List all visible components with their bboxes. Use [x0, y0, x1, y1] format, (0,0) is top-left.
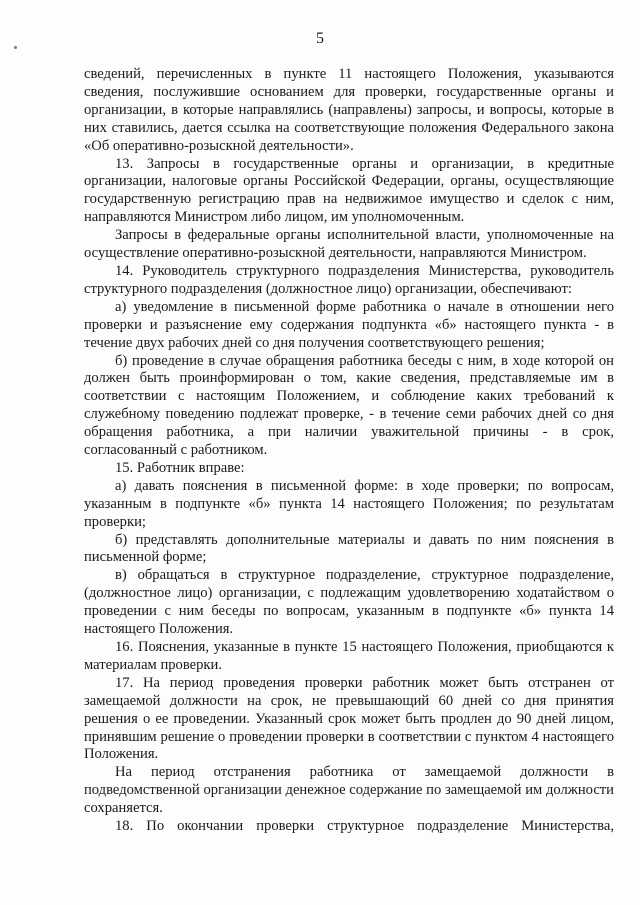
paragraph-continuation: сведений, перечисленных в пункте 11 настоящего Положения, указываются сведения, послужившие основанием для проверки, государственные органы и организации, в которые направлялись (направлены) запросы, и вопросы, которые в них ставились, дается ссылка на соответствующие положения Федерального закона «Об оперативно-розыскной деятельности».: [84, 66, 614, 154]
paragraph-15-a: а) давать пояснения в письменной форме: в ходе проверки; по вопросам, указанным в подпункте «б» пункта 14 настоящего Положения; по результатам проверки;: [84, 477, 614, 530]
paragraph-15-b: б) представлять дополнительные материалы и давать по ним пояснения в письменной форме;: [84, 531, 614, 566]
paragraph-17: 17. На период проведения проверки работник может быть отстранен от замещаемой должности на срок, не превышающий 60 дней со дня принятия решения о ее проведении. Указанный срок может быть продлен до 90 дней лицом, принявшим решение о проведении проверки в соответствии с пунктом 4 настоящего Положения.: [84, 674, 614, 763]
paragraph-18: 18. По окончании проверки структурное подразделение Министерства,: [115, 818, 614, 835]
paragraph-15-c: в) обращаться в структурное подразделение, структурное подразделение, (должностное лицо) организации, с подлежащим удовлетворению ходатайством о проведении с ним беседы по вопросам, указанным в подпункте «б» пункта 14 настоящего Положения.: [84, 567, 614, 638]
paragraph-13: 13. Запросы в государственные органы и организации, в кредитные организации, налоговые органы Российской Федерации, органы, осуществляющие государственную регистрацию прав на недвижимое имущество и сделок с ним, направляются Министром либо лицом, им уполномоченным.: [84, 155, 614, 226]
paragraph-14-a: а) уведомление в письменной форме работника о начале в отношении него проверки и разъяснение ему содержания подпункта «б» настоящего пункта - в течение двух рабочих дней со дня получения соответствующего решения;: [84, 298, 614, 351]
paragraph-14-b: б) проведение в случае обращения работника беседы с ним, в ходе которой он должен быть проинформирован о том, какие сведения, представляемые им в соответствии с настоящим Положением, и соблюдение каких требований к служебному поведению подлежат проверке, - в течение семи рабочих дней со дня обращения работника, а при наличии уважительной причины - в срок, согласованный с работником.: [84, 352, 614, 459]
paragraph-15: 15. Работник вправе:: [115, 459, 245, 476]
paragraph-14: 14. Руководитель структурного подразделения Министерства, руководитель структурного подразделения (должностное лицо) организации, обеспечивают:: [84, 262, 614, 297]
document-body: [84, 66, 614, 836]
paragraph-16: 16. Пояснения, указанные в пункте 15 настоящего Положения, приобщаются к материалам проверки.: [84, 639, 614, 673]
page-number: 5: [316, 30, 324, 47]
scan-speck: [14, 46, 17, 49]
paragraph-17-part-2: На период отстранения работника от замещаемой должности в подведомственной организации денежное содержание по замещаемой им должности сохраняется.: [84, 764, 614, 817]
paragraph-13-part-2: Запросы в федеральные органы исполнительной власти, уполномоченные на осуществление оперативно-розыскной деятельности, направляются Министром.: [84, 227, 614, 262]
